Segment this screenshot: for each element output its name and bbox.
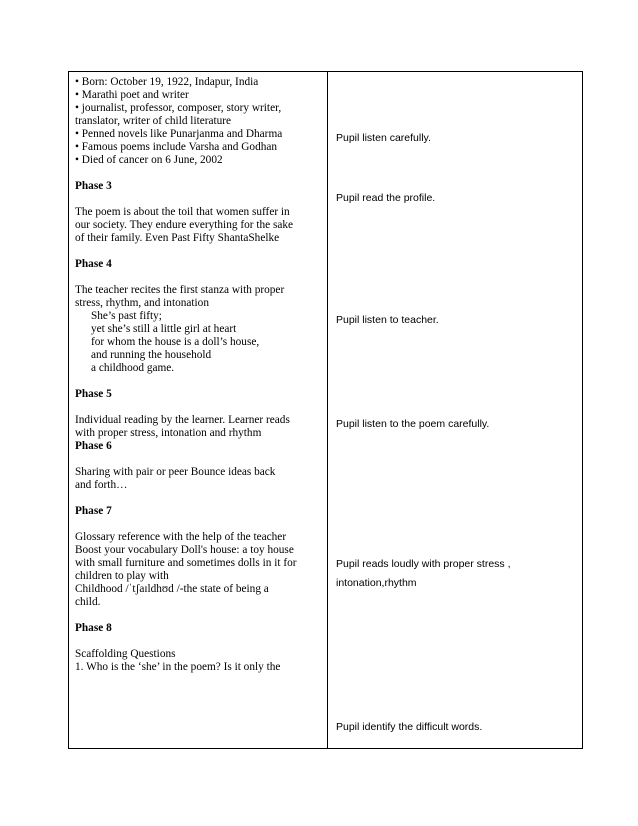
text-line: stress, rhythm, and intonation [75, 297, 209, 309]
pupil-activity-text: intonation,rhythm [336, 576, 417, 589]
text-line: Scaffolding Questions [75, 648, 176, 660]
pupil-activity-column [69, 72, 582, 748]
pupil-activity-text: Pupil identify the difficult words. [336, 720, 483, 733]
poem-line: She’s past fifty; [91, 310, 162, 322]
pupil-activity-text: Pupil reads loudly with proper stress , [336, 558, 511, 571]
text-line: translator, writer of child literature [75, 115, 232, 127]
text-line: and forth… [75, 479, 128, 491]
text-line: with small furniture and sometimes dolls in it for [75, 557, 297, 569]
phase-heading: Phase 3 [75, 180, 112, 192]
phase-heading: Phase 6 [75, 440, 112, 452]
phase-heading: Phase 4 [75, 258, 112, 270]
text-line: • Marathi poet and writer [75, 89, 189, 101]
text-line: Childhood /ˈtʃaɪldhʊd /-the state of being a [75, 583, 269, 595]
pupil-activity-text: Pupil read the profile. [336, 191, 436, 204]
text-line: child. [75, 596, 101, 608]
poem-line: a childhood game. [91, 362, 175, 374]
poem-line: for whom the house is a doll’s house, [91, 336, 260, 348]
text-line: • Born: October 19, 1922, Indapur, India [75, 76, 259, 88]
text-line: • Penned novels like Punarjanma and Dharma [75, 128, 283, 140]
poem-line: and running the household [91, 349, 212, 361]
text-line: Individual reading by the learner. Learner reads [75, 414, 290, 426]
text-line: Boost your vocabulary Doll's house: a toy house [75, 544, 294, 556]
text-line: with proper stress, intonation and rhythm [75, 427, 262, 439]
text-line: 1. Who is the ‘she’ in the poem? Is it only the [75, 661, 281, 673]
phase-heading: Phase 5 [75, 388, 112, 400]
pupil-activity-text: Pupil listen carefully. [336, 131, 431, 144]
text-line: The poem is about the toil that women suffer in [75, 206, 290, 218]
text-line: our society. They endure everything for the sake [75, 219, 294, 231]
text-line: Sharing with pair or peer Bounce ideas back [75, 466, 276, 478]
text-line: Glossary reference with the help of the teacher [75, 531, 287, 543]
phase-heading: Phase 8 [75, 622, 112, 634]
text-line: • journalist, professor, composer, story writer, [75, 102, 282, 114]
lesson-plan-table [68, 71, 583, 749]
text-line: • Died of cancer on 6 June, 2002 [75, 154, 223, 166]
pupil-activity-text: Pupil listen to the poem carefully. [336, 417, 490, 430]
text-line: children to play with [75, 570, 169, 582]
text-line: of their family. Even Past Fifty ShantaShelke [75, 232, 280, 244]
text-line: The teacher recites the first stanza with proper [75, 284, 285, 296]
poem-line: yet she’s still a little girl at heart [91, 323, 237, 335]
text-line: • Famous poems include Varsha and Godhan [75, 141, 278, 153]
phase-heading: Phase 7 [75, 505, 112, 517]
pupil-activity-text: Pupil listen to teacher. [336, 313, 439, 326]
